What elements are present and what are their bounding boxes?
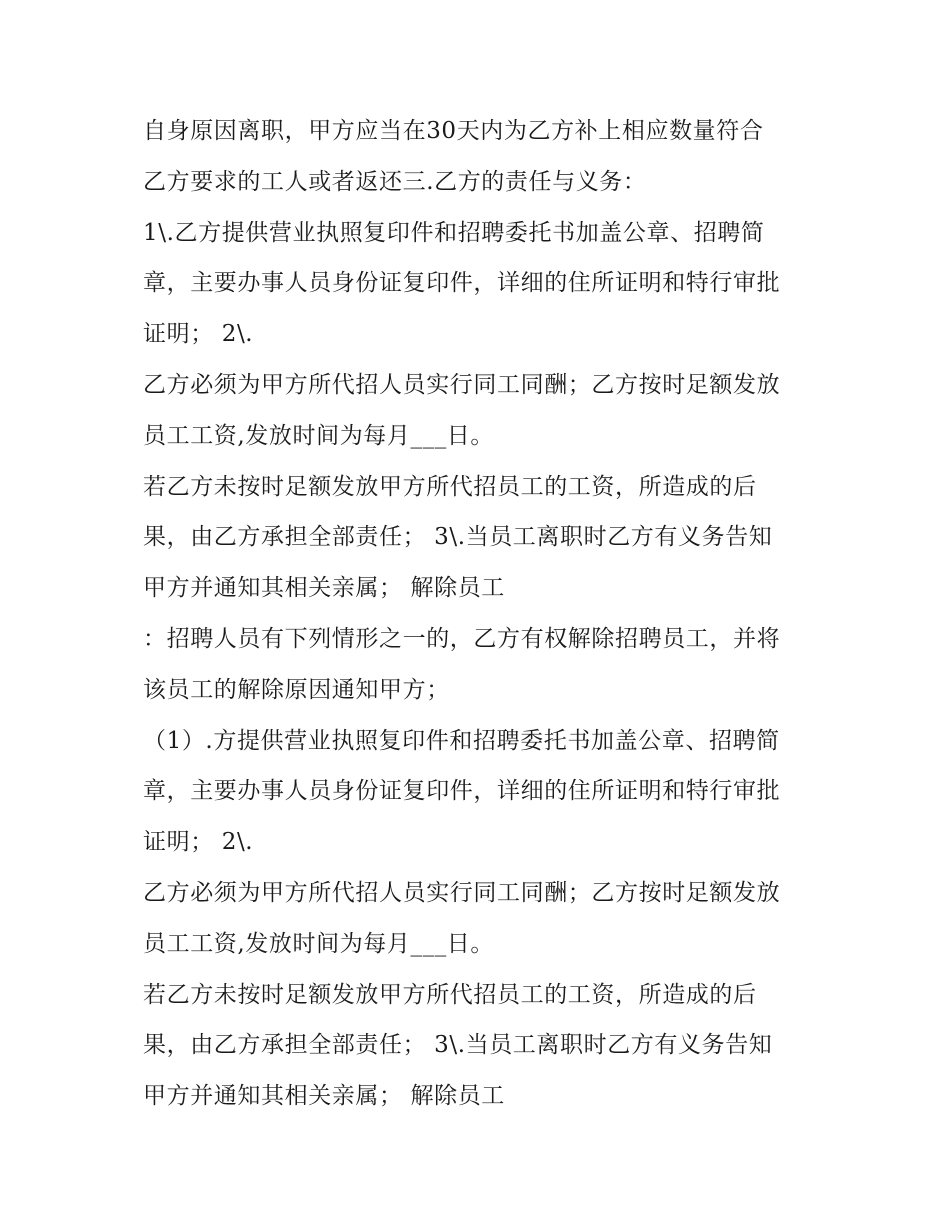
document-body	[143, 106, 823, 1122]
text-line: 章，主要办事人员身份证复印件，详细的住所证明和特行审批	[143, 270, 781, 297]
text-line: 若乙方未按时足额发放甲方所代招员工的工资，所造成的后	[143, 473, 757, 500]
text-line: 甲方并通知其相关亲属； 解除员工	[143, 575, 505, 602]
text-line: 乙方必须为甲方所代招人员实行同工同酬；乙方按时足额发放	[143, 371, 781, 398]
text-line: 该员工的解除原因通知甲方；	[143, 676, 450, 703]
text-line: 证明； 2\.	[143, 321, 254, 348]
text-line: 1\.乙方提供营业执照复印件和招聘委托书加盖公章、招聘简	[143, 219, 765, 246]
text-line: 甲方并通知其相关亲属； 解除员工	[143, 1083, 505, 1110]
text-line: 果，由乙方承担全部责任； 3\.当员工离职时乙方有义务告知	[143, 1032, 773, 1059]
text-line: 员工工资,发放时间为每月___日。	[143, 422, 495, 449]
text-line: 自身原因离职，甲方应当在30天内为乙方补上相应数量符合	[143, 118, 764, 144]
text-line: 章，主要办事人员身份证复印件，详细的住所证明和特行审批	[143, 778, 781, 805]
text-line: ：招聘人员有下列情形之一的，乙方有权解除招聘员工，并将	[143, 625, 781, 652]
text-line: （1）.方提供营业执照复印件和招聘委托书加盖公章、招聘简	[143, 727, 780, 754]
text-line: 员工工资,发放时间为每月___日。	[143, 930, 495, 957]
text-line: 若乙方未按时足额发放甲方所代招员工的工资，所造成的后	[143, 981, 757, 1008]
text-line: 证明； 2\.	[143, 829, 254, 856]
text-line: 果，由乙方承担全部责任； 3\.当员工离职时乙方有义务告知	[143, 524, 773, 551]
text-line: 乙方必须为甲方所代招人员实行同工同酬；乙方按时足额发放	[143, 879, 781, 906]
text-line: 乙方要求的工人或者返还三.乙方的责任与义务：	[143, 168, 647, 195]
